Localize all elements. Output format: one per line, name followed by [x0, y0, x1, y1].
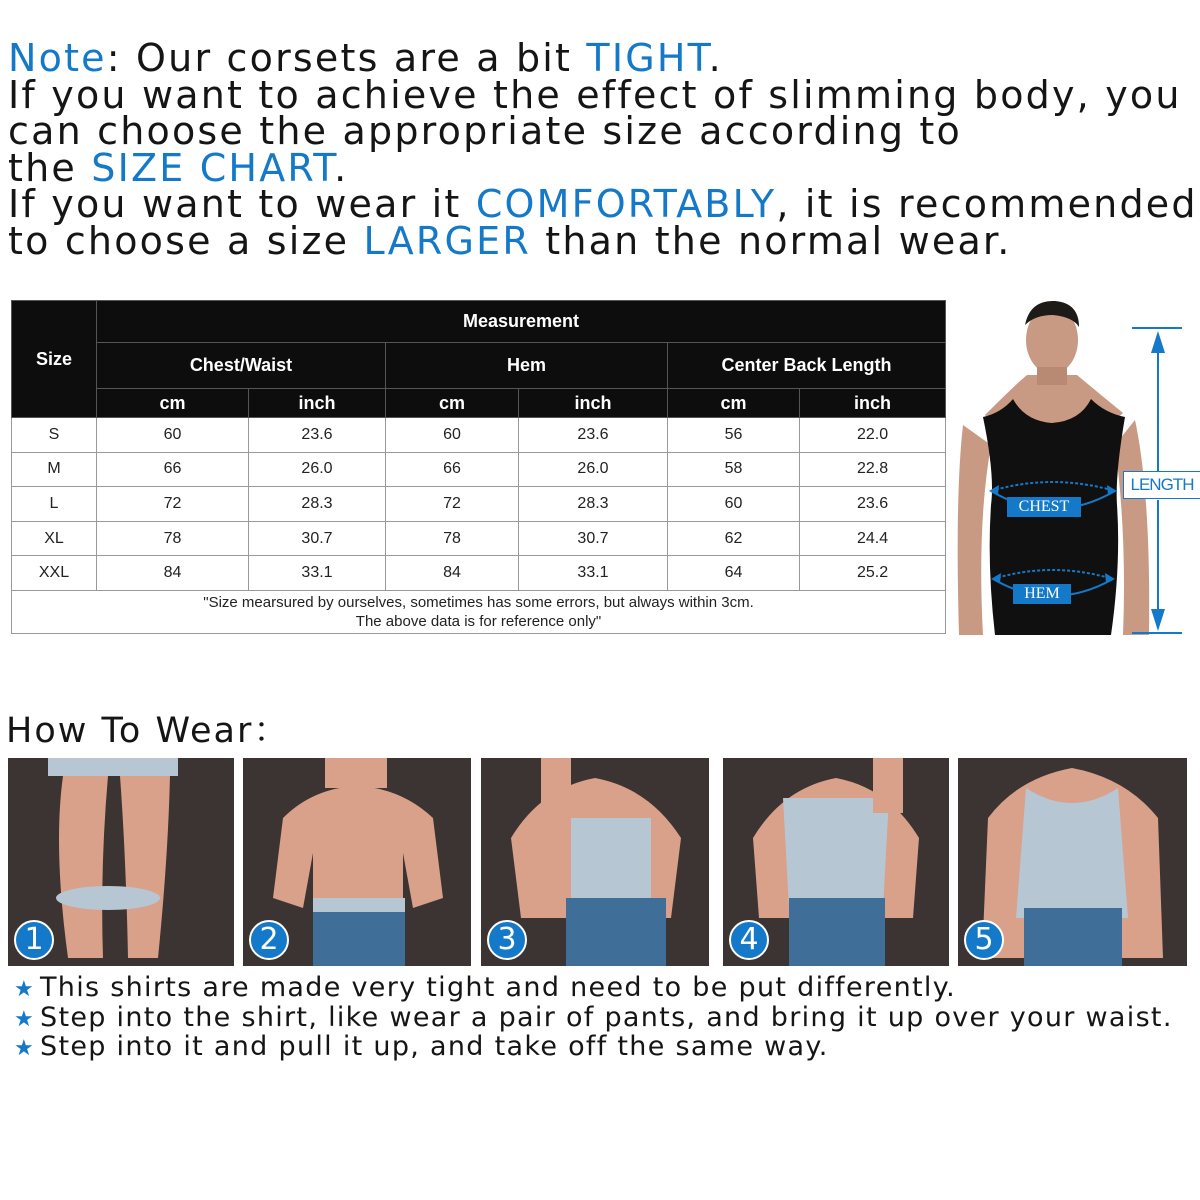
center-back-length-header: Center Back Length: [668, 343, 946, 389]
note-text: : Our corsets are a bit: [106, 36, 587, 80]
note-line: [8, 182, 1198, 226]
note-highlight: LARGER: [363, 218, 531, 263]
note-highlight: SIZE CHART: [91, 145, 335, 190]
note-highlight: Note: [8, 36, 107, 80]
chest-waist-header: Chest/Waist: [97, 343, 386, 389]
note-text: , it is recommended: [776, 182, 1198, 226]
size-chart-table: [11, 300, 946, 634]
measurement-cell: 58: [668, 452, 800, 487]
model-illustration: [955, 295, 1200, 640]
step-2-panel: [243, 758, 471, 966]
table-row: [12, 556, 946, 591]
note-text: the: [8, 145, 92, 190]
measurement-cell: 72: [386, 487, 519, 522]
unit-header: inch: [800, 389, 946, 418]
step-number-badge: 2: [249, 920, 289, 960]
instruction-item: [14, 974, 1194, 1004]
measurement-cell: 25.2: [800, 556, 946, 591]
hem-header: Hem: [386, 343, 668, 389]
how-to-wear-title: How To Wear：: [6, 711, 291, 751]
measurement-cell: 72: [97, 487, 249, 522]
measurement-cell: 56: [668, 418, 800, 453]
size-cell: S: [12, 418, 97, 453]
note-line: [8, 36, 1198, 80]
measurement-cell: 62: [668, 521, 800, 556]
measurement-cell: 22.0: [800, 418, 946, 453]
note-text: .: [334, 145, 349, 190]
measurement-cell: 64: [668, 556, 800, 591]
measurement-cell: 60: [668, 487, 800, 522]
measurement-cell: 28.3: [249, 487, 386, 522]
note-text: If you want to achieve the effect of slimming body, you: [8, 72, 1182, 117]
size-cell: L: [12, 487, 97, 522]
step-3-panel: [481, 758, 709, 966]
step-number-badge: 5: [964, 920, 1004, 960]
measurement-cell: 30.7: [519, 521, 668, 556]
star-icon: ★: [14, 977, 36, 1002]
note-text: can choose the appropriate size according to: [8, 109, 962, 153]
step-5-panel: [958, 758, 1187, 966]
instructions-list: [14, 974, 1194, 1063]
chest-label: CHEST: [1007, 497, 1081, 517]
note-text: If you want to wear it: [8, 182, 476, 226]
measurement-cell: 26.0: [249, 452, 386, 487]
unit-header: cm: [97, 389, 249, 418]
star-icon: ★: [14, 1006, 36, 1032]
note-line: [8, 72, 1198, 117]
size-cell: M: [12, 452, 97, 487]
table-row: [12, 487, 946, 522]
measurement-cell: 84: [97, 556, 249, 591]
measurement-cell: 28.3: [519, 487, 668, 522]
length-label: LENGTH: [1123, 471, 1200, 499]
instruction-text: Step into the shirt, like wear a pair of pants, and bring it up over your waist.: [40, 1001, 1173, 1033]
star-icon: ★: [14, 1036, 36, 1061]
note-line: [8, 218, 1198, 263]
step-number-badge: 1: [14, 920, 54, 960]
measurement-cell: 23.6: [519, 418, 668, 453]
note-text: to choose a size: [8, 218, 364, 263]
size-cell: XXL: [12, 556, 97, 591]
size-cell: XL: [12, 521, 97, 556]
instruction-item: [14, 1001, 1194, 1034]
table-note-row: [12, 590, 946, 633]
instruction-item: [14, 1033, 1194, 1063]
model-figure: [955, 295, 1200, 640]
note-highlight: TIGHT: [586, 36, 709, 80]
measurement-cell: 22.8: [800, 452, 946, 487]
instruction-text: This shirts are made very tight and need to be put differently.: [40, 972, 957, 1003]
measurement-cell: 24.4: [800, 521, 946, 556]
note-highlight: COMFORTABLY: [475, 182, 777, 226]
measurement-cell: 66: [97, 452, 249, 487]
note-block: [8, 36, 1198, 263]
table-note-line: "Size mearsured by ourselves, sometimes has some errors, but always within 3cm.: [203, 593, 754, 611]
measurement-cell: 60: [386, 418, 519, 453]
measurement-cell: 23.6: [800, 487, 946, 522]
table-note: [12, 590, 946, 633]
table-note-line: The above data is for reference only": [355, 612, 602, 630]
measurement-cell: 26.0: [519, 452, 668, 487]
table-row: [12, 521, 946, 556]
table-row: [12, 418, 946, 453]
measurement-cell: 23.6: [249, 418, 386, 453]
instruction-text: Step into it and pull it up, and take off the same way.: [40, 1031, 829, 1062]
measurement-cell: 66: [386, 452, 519, 487]
unit-header: cm: [386, 389, 519, 418]
measurement-header: Measurement: [97, 301, 946, 343]
measurement-cell: 33.1: [249, 556, 386, 591]
unit-header: cm: [668, 389, 800, 418]
note-text: than the normal wear.: [531, 218, 1012, 263]
unit-header: inch: [519, 389, 668, 418]
note-line: [8, 109, 1198, 153]
note-text: .: [708, 36, 723, 80]
measurement-cell: 33.1: [519, 556, 668, 591]
measurement-cell: 60: [97, 418, 249, 453]
step-4-panel: [723, 758, 949, 966]
measurement-cell: 78: [97, 521, 249, 556]
step-1-panel: [8, 758, 234, 966]
measurement-cell: 30.7: [249, 521, 386, 556]
measurement-cell: 78: [386, 521, 519, 556]
step-number-badge: 4: [729, 920, 769, 960]
measurement-cell: 84: [386, 556, 519, 591]
hem-label: HEM: [1013, 584, 1071, 604]
table-row: [12, 452, 946, 487]
unit-header: inch: [249, 389, 386, 418]
step-number-badge: 3: [487, 920, 527, 960]
note-line: [8, 145, 1198, 190]
size-header: Size: [12, 301, 97, 418]
